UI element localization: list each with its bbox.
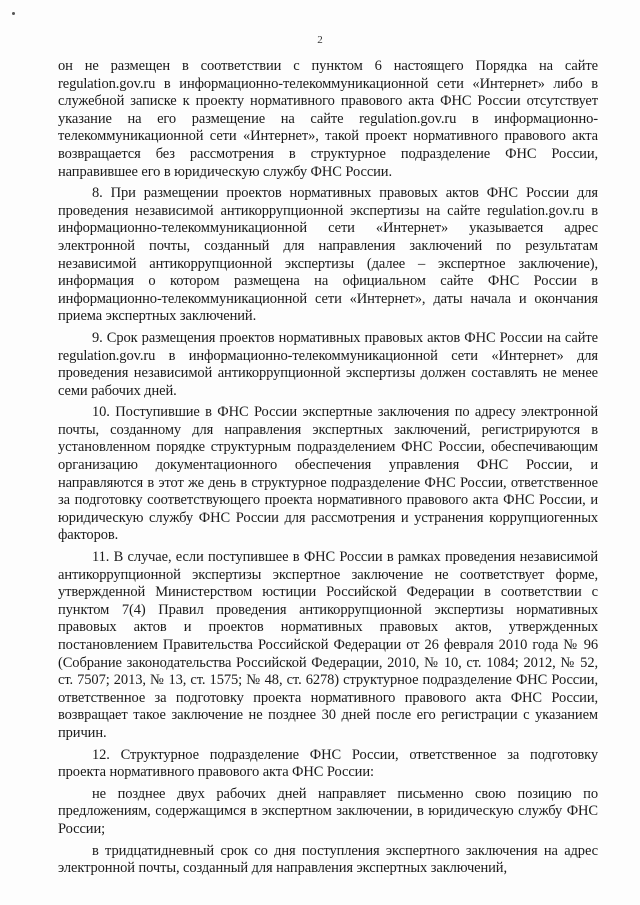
- paragraph-12: 12. Структурное подразделение ФНС России, ответственное за подготовку проекта нормативного правового акта ФНС России:: [58, 746, 598, 781]
- paragraph-12-item-2: в тридцатидневный срок со дня поступления экспертного заключения на адрес электронной почты, созданный для направления экспертных заключений,: [58, 842, 598, 877]
- paragraph-8: 8. При размещении проектов нормативных правовых актов ФНС России для проведения независимой антикоррупционной экспертизы на сайте regulation.gov.ru в информационно-телекоммуникационной сети «Интернет» указывается адрес электронной почты, созданный для направления заключений по результатам независимой антикоррупционной экспертизы (далее – экспертное заключение), информация о котором размещена на официальном сайте ФНС России в информационно-телекоммуникационной сети «Интернет», даты начала и окончания приема экспертных заключений.: [58, 185, 598, 325]
- scan-mark: [12, 12, 15, 15]
- page-number: 2: [317, 34, 323, 46]
- paragraph-9: 9. Срок размещения проектов нормативных правовых актов ФНС России на сайте regulation.gov.ru в информационно-телекоммуникационной сети «Интернет» для проведения независимой антикоррупционной экспертизы должен составлять не менее семи рабочих дней.: [58, 329, 598, 399]
- paragraph-continuation: он не размещен в соответствии с пунктом 6 настоящего Порядка на сайте regulation.gov.ru в информационно-телекоммуникационной сети «Интернет» либо в служебной записке к проекту нормативного правового акта ФНС России отсутствует указание на его размещение на сайте regulation.gov.ru в информационно-телекоммуникационной сети «Интернет», такой проект нормативного правового акта возвращается без рассмотрения в структурное подразделение ФНС России, направившее его в юридическую службу ФНС России.: [58, 58, 598, 180]
- document-body: [58, 58, 598, 878]
- paragraph-11: 11. В случае, если поступившее в ФНС России в рамках проведения независимой антикоррупционной экспертизы экспертное заключение не соответствует форме, утвержденной Министерством юстиции Российской Федерации в соответствии с пунктом 7(4) Правил проведения антикоррупционной экспертизы нормативных правовых актов и проектов нормативных правовых актов, утвержденных постановлением Правительства Российской Федерации от 26 февраля 2010 года № 96 (Собрание законодательства Российской Федерации, 2010, № 10, ст. 1084; 2012, № 52, ст. 7507; 2013, № 13, ст. 1575; № 48, ст. 6278) структурное подразделение ФНС России, ответственное за подготовку проекта нормативного правового акта ФНС России, возвращает такое заключение не позднее 30 дней после его регистрации с указанием причин.: [58, 549, 598, 741]
- paragraph-12-item-1: не позднее двух рабочих дней направляет письменно свою позицию по предложениям, содержащимся в экспертном заключении, в юридическую службу ФНС России;: [58, 785, 598, 837]
- paragraph-10: 10. Поступившие в ФНС России экспертные заключения по адресу электронной почты, созданному для направления экспертных заключений, регистрируются в установленном порядке структурным подразделением ФНС России, обеспечивающим организацию документационного обеспечения управления ФНС России, и направляются в этот же день в структурное подразделение ФНС России, ответственное за подготовку соответствующего проекта нормативного правового акта ФНС России, и юридическую службу ФНС России для рассмотрения и устранения коррупциогенных факторов.: [58, 404, 598, 544]
